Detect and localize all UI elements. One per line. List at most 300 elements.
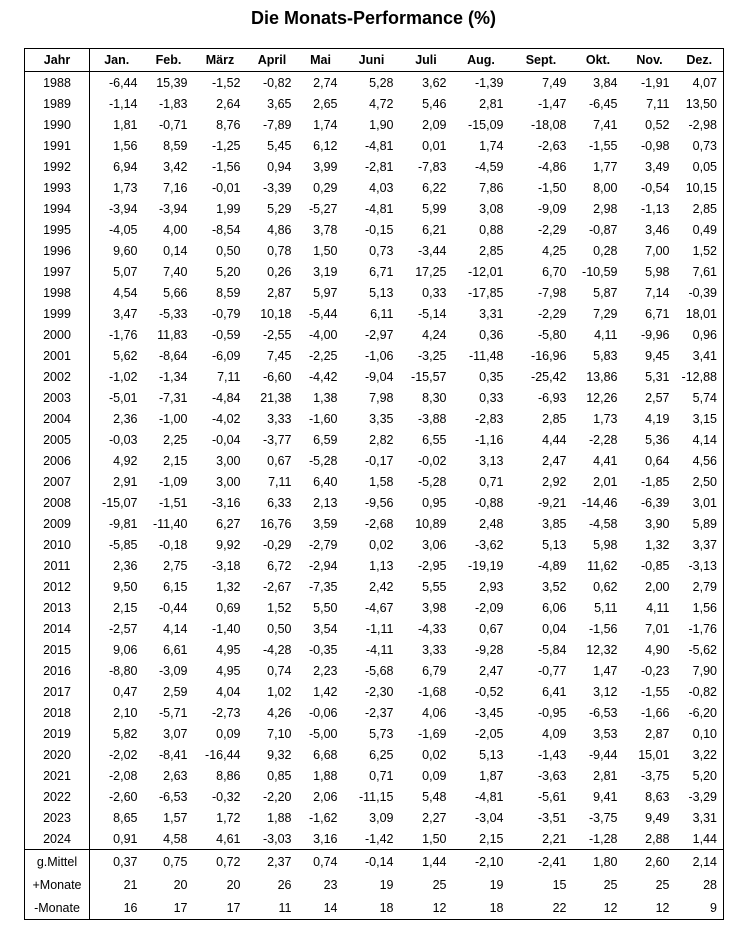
table-cell: 2,00 xyxy=(645,579,670,594)
table-row xyxy=(25,93,724,114)
table-cell: -0,06 xyxy=(309,705,338,720)
table-cell: -2,98 xyxy=(688,117,717,132)
table-cell: -4,28 xyxy=(263,642,292,657)
column-header-month: Aug. xyxy=(453,49,510,72)
table-cell: -5,14 xyxy=(418,306,447,321)
table-cell: 6,25 xyxy=(369,747,394,762)
table-cell: 1,32 xyxy=(216,579,241,594)
table-cell: 3,59 xyxy=(313,516,338,531)
table-cell: 3,09 xyxy=(369,810,394,825)
table-cell: 0,09 xyxy=(422,768,447,783)
table-cell: -3,04 xyxy=(475,810,504,825)
table-cell: 0,02 xyxy=(422,747,447,762)
table-cell: -4,00 xyxy=(309,327,338,342)
table-cell: -18,08 xyxy=(531,117,567,132)
table-cell: -7,98 xyxy=(538,285,567,300)
table-cell: 2,06 xyxy=(313,789,338,804)
row-label: 1998 xyxy=(25,282,90,303)
table-cell: 11 xyxy=(278,900,292,915)
table-cell: 2,47 xyxy=(542,453,567,468)
table-cell: -1,09 xyxy=(159,474,188,489)
row-label: 2009 xyxy=(25,513,90,534)
table-cell: -0,32 xyxy=(212,789,241,804)
table-cell: -7,35 xyxy=(309,579,338,594)
row-label: 2007 xyxy=(25,471,90,492)
table-cell: 12 xyxy=(655,900,670,915)
table-cell: -0,15 xyxy=(365,222,394,237)
table-cell: 2,50 xyxy=(692,474,717,489)
row-label: 1989 xyxy=(25,93,90,114)
table-cell: 1,74 xyxy=(479,138,504,153)
table-cell: -5,33 xyxy=(159,306,188,321)
table-cell: -4,59 xyxy=(475,159,504,174)
table-cell: 3,33 xyxy=(267,411,292,426)
table-cell: -1,76 xyxy=(109,327,138,342)
table-cell: 5,73 xyxy=(369,726,394,741)
table-cell: 2,13 xyxy=(313,495,338,510)
table-cell: 2,21 xyxy=(542,831,567,846)
table-cell: 0,88 xyxy=(479,222,504,237)
table-cell: 0,62 xyxy=(593,579,618,594)
table-cell: -3,88 xyxy=(418,411,447,426)
column-header-month: Feb. xyxy=(144,49,194,72)
table-cell: 5,28 xyxy=(369,75,394,90)
table-cell: -2,02 xyxy=(109,747,138,762)
table-cell: -8,54 xyxy=(212,222,241,237)
table-cell: -0,23 xyxy=(641,663,670,678)
table-cell: 7,40 xyxy=(163,264,188,279)
table-cell: 17,25 xyxy=(415,264,447,279)
table-cell: -6,93 xyxy=(538,390,567,405)
table-cell: 9,41 xyxy=(593,789,618,804)
table-cell: 4,56 xyxy=(692,453,717,468)
table-cell: 19 xyxy=(489,877,504,892)
table-cell: 0,52 xyxy=(645,117,670,132)
table-cell: 5,87 xyxy=(593,285,618,300)
table-cell: 16,76 xyxy=(260,516,292,531)
table-cell: 3,37 xyxy=(692,537,717,552)
table-cell: 1,58 xyxy=(369,474,394,489)
row-label: 2014 xyxy=(25,618,90,639)
table-cell: -16,44 xyxy=(205,747,241,762)
table-cell: 2,25 xyxy=(163,432,188,447)
table-cell: 0,10 xyxy=(692,726,717,741)
table-cell: -8,41 xyxy=(159,747,188,762)
table-cell: -4,81 xyxy=(475,789,504,804)
table-cell: -1,60 xyxy=(309,411,338,426)
table-cell: -7,31 xyxy=(159,390,188,405)
table-cell: -1,25 xyxy=(212,138,241,153)
table-cell: 6,27 xyxy=(216,516,241,531)
table-cell: -9,96 xyxy=(641,327,670,342)
table-cell: 0,37 xyxy=(90,850,144,874)
table-cell: 6,15 xyxy=(163,579,188,594)
table-cell: -11,40 xyxy=(152,516,188,531)
table-cell: -1,56 xyxy=(212,159,241,174)
table-cell: 13,86 xyxy=(586,369,618,384)
table-cell: 2,87 xyxy=(267,285,292,300)
table-cell: 2,10 xyxy=(113,705,138,720)
table-cell: -9,44 xyxy=(589,747,618,762)
table-cell: 3,07 xyxy=(163,726,188,741)
table-cell: 6,11 xyxy=(370,306,394,321)
table-cell: -5,71 xyxy=(159,705,188,720)
table-cell: 6,70 xyxy=(542,264,567,279)
table-cell: -1,02 xyxy=(109,369,138,384)
table-cell: 4,24 xyxy=(422,327,447,342)
table-cell: -0,87 xyxy=(589,222,618,237)
table-cell: 4,14 xyxy=(692,432,717,447)
table-cell: 0,14 xyxy=(163,243,188,258)
table-cell: 6,55 xyxy=(422,432,447,447)
table-cell: 20 xyxy=(173,877,188,892)
table-cell: 7,00 xyxy=(645,243,670,258)
table-cell: 6,06 xyxy=(542,600,567,615)
table-cell: -4,81 xyxy=(365,138,394,153)
table-cell: 12 xyxy=(603,900,618,915)
table-cell: -0,29 xyxy=(263,537,292,552)
table-cell: 4,95 xyxy=(216,642,241,657)
table-cell: -5,01 xyxy=(109,390,138,405)
table-cell: -5,00 xyxy=(309,726,338,741)
table-cell: 7,98 xyxy=(369,390,394,405)
table-cell: -5,28 xyxy=(309,453,338,468)
table-cell: 3,35 xyxy=(369,411,394,426)
table-cell: 7,49 xyxy=(542,75,567,90)
table-cell: 21,38 xyxy=(260,390,292,405)
table-cell: 4,14 xyxy=(163,621,188,636)
table-cell: -2,94 xyxy=(309,558,338,573)
table-cell: 1,13 xyxy=(369,558,394,573)
table-cell: -1,11 xyxy=(365,621,394,636)
table-cell: 7,61 xyxy=(692,264,717,279)
table-cell: 2,74 xyxy=(313,75,338,90)
table-cell: 5,99 xyxy=(422,201,447,216)
table-cell: -1,55 xyxy=(589,138,618,153)
table-cell: 5,55 xyxy=(422,579,447,594)
table-row xyxy=(25,72,724,94)
table-row xyxy=(25,240,724,261)
table-cell: 0,35 xyxy=(479,369,504,384)
table-cell: -7,89 xyxy=(263,117,292,132)
row-label: 1997 xyxy=(25,261,90,282)
table-cell: -5,68 xyxy=(365,663,394,678)
table-cell: 0,72 xyxy=(194,850,247,874)
table-cell: -5,61 xyxy=(538,789,567,804)
table-cell: 0,96 xyxy=(692,327,717,342)
table-cell: -1,50 xyxy=(538,180,567,195)
table-cell: 1,99 xyxy=(216,201,241,216)
table-cell: 8,59 xyxy=(163,138,188,153)
table-cell: 7,11 xyxy=(268,474,292,489)
table-cell: -2,10 xyxy=(453,850,510,874)
table-cell: -1,83 xyxy=(159,96,188,111)
table-cell: -3,94 xyxy=(109,201,138,216)
table-cell: 5,13 xyxy=(479,747,504,762)
table-row xyxy=(25,156,724,177)
table-cell: 4,06 xyxy=(422,705,447,720)
table-cell: 0,50 xyxy=(267,621,292,636)
table-cell: 0,75 xyxy=(144,850,194,874)
table-cell: -15,07 xyxy=(102,495,138,510)
table-cell: -1,47 xyxy=(538,96,567,111)
table-cell: 4,04 xyxy=(216,684,241,699)
table-cell: -2,09 xyxy=(475,600,504,615)
table-cell: 1,52 xyxy=(692,243,717,258)
table-cell: 3,62 xyxy=(422,75,447,90)
table-cell: 9,49 xyxy=(645,810,670,825)
table-header-row xyxy=(25,49,724,72)
table-cell: -2,29 xyxy=(538,306,567,321)
table-row xyxy=(25,555,724,576)
table-row xyxy=(25,786,724,807)
table-cell: 9 xyxy=(710,900,717,915)
table-cell: -5,80 xyxy=(538,327,567,342)
table-cell: 1,32 xyxy=(645,537,670,552)
table-cell: -3,51 xyxy=(538,810,567,825)
table-row xyxy=(25,828,724,850)
table-cell: 3,31 xyxy=(479,306,504,321)
table-cell: 2,23 xyxy=(313,663,338,678)
table-cell: -4,11 xyxy=(365,642,394,657)
table-cell: 0,29 xyxy=(313,180,338,195)
table-cell: -1,62 xyxy=(309,810,338,825)
table-row xyxy=(25,660,724,681)
table-cell: 6,22 xyxy=(422,180,447,195)
table-cell: 3,53 xyxy=(593,726,618,741)
table-cell: 6,21 xyxy=(422,222,447,237)
table-cell: 7,11 xyxy=(646,96,670,111)
table-cell: 2,81 xyxy=(593,768,618,783)
table-cell: 6,59 xyxy=(313,432,338,447)
table-cell: -1,85 xyxy=(641,474,670,489)
table-cell: 8,63 xyxy=(645,789,670,804)
table-cell: 4,07 xyxy=(692,75,717,90)
table-row xyxy=(25,324,724,345)
table-cell: 4,92 xyxy=(113,453,138,468)
table-row xyxy=(25,744,724,765)
table-cell: -3,75 xyxy=(589,810,618,825)
table-cell: 6,33 xyxy=(267,495,292,510)
table-cell: -2,68 xyxy=(365,516,394,531)
table-cell: 0,02 xyxy=(369,537,394,552)
table-cell: -2,20 xyxy=(263,789,292,804)
table-cell: 2,01 xyxy=(593,474,618,489)
table-cell: 11,62 xyxy=(587,558,618,573)
row-label: 1999 xyxy=(25,303,90,324)
table-cell: 7,90 xyxy=(692,663,717,678)
table-cell: 0,74 xyxy=(298,850,344,874)
table-cell: -1,39 xyxy=(475,75,504,90)
table-cell: 0,95 xyxy=(422,495,447,510)
table-cell: 2,87 xyxy=(645,726,670,741)
table-cell: 3,98 xyxy=(422,600,447,615)
table-cell: 2,65 xyxy=(313,96,338,111)
table-cell: 2,48 xyxy=(479,516,504,531)
table-cell: -16,96 xyxy=(531,348,567,363)
table-cell: -11,48 xyxy=(468,348,504,363)
table-cell: 2,14 xyxy=(676,850,724,874)
table-cell: 3,15 xyxy=(692,411,717,426)
table-cell: 8,30 xyxy=(422,390,447,405)
table-cell: 3,65 xyxy=(267,96,292,111)
row-label: 2020 xyxy=(25,744,90,765)
table-cell: 4,41 xyxy=(593,453,618,468)
table-cell: -1,51 xyxy=(159,495,188,510)
table-cell: 3,13 xyxy=(479,453,504,468)
column-header-year: Jahr xyxy=(25,49,90,72)
table-cell: 1,73 xyxy=(593,411,618,426)
table-row xyxy=(25,366,724,387)
table-cell: 25 xyxy=(655,877,670,892)
table-cell: 2,88 xyxy=(645,831,670,846)
table-cell: 4,44 xyxy=(542,432,567,447)
table-cell: -0,82 xyxy=(688,684,717,699)
table-cell: 9,45 xyxy=(645,348,670,363)
table-cell: 28 xyxy=(703,877,717,892)
table-cell: -0,59 xyxy=(212,327,241,342)
table-cell: -3,29 xyxy=(688,789,717,804)
table-cell: -3,77 xyxy=(263,432,292,447)
page-title: Die Monats-Performance (%) xyxy=(250,8,497,28)
table-cell: -15,57 xyxy=(411,369,447,384)
table-cell: 0,47 xyxy=(113,684,138,699)
table-cell: 4,03 xyxy=(369,180,394,195)
table-cell: 2,15 xyxy=(479,831,504,846)
table-cell: 6,79 xyxy=(422,663,447,678)
table-cell: 4,11 xyxy=(594,327,618,342)
table-cell: 25 xyxy=(603,877,618,892)
table-row xyxy=(25,639,724,660)
table-row xyxy=(25,492,724,513)
table-cell: 3,06 xyxy=(422,537,447,552)
table-cell: 6,40 xyxy=(313,474,338,489)
table-cell: -0,17 xyxy=(365,453,394,468)
table-cell: 5,97 xyxy=(313,285,338,300)
table-cell: 5,46 xyxy=(422,96,447,111)
table-cell: -6,45 xyxy=(589,96,618,111)
table-row xyxy=(25,576,724,597)
table-cell: 5,20 xyxy=(216,264,241,279)
table-cell: 2,82 xyxy=(369,432,394,447)
table-cell: 1,72 xyxy=(216,810,241,825)
table-cell: -3,39 xyxy=(263,180,292,195)
table-cell: 8,76 xyxy=(216,117,241,132)
table-cell: -4,81 xyxy=(365,201,394,216)
column-header-month: April xyxy=(247,49,298,72)
table-cell: -2,95 xyxy=(418,558,447,573)
table-cell: -1,55 xyxy=(641,684,670,699)
table-cell: -1,34 xyxy=(159,369,188,384)
table-cell: 1,02 xyxy=(267,684,292,699)
table-cell: 18 xyxy=(489,900,504,915)
row-label: 2002 xyxy=(25,366,90,387)
table-cell: -0,39 xyxy=(688,285,717,300)
table-cell: 0,91 xyxy=(113,831,138,846)
table-cell: -5,62 xyxy=(688,642,717,657)
table-cell: -3,09 xyxy=(159,663,188,678)
table-cell: -9,28 xyxy=(475,642,504,657)
table-cell: 18,01 xyxy=(685,306,717,321)
table-cell: 8,65 xyxy=(113,810,138,825)
table-cell: 1,56 xyxy=(113,138,138,153)
table-cell: 1,80 xyxy=(573,850,624,874)
table-cell: 25 xyxy=(432,877,447,892)
table-cell: 0,01 xyxy=(422,138,447,153)
table-cell: -2,83 xyxy=(475,411,504,426)
table-cell: 10,15 xyxy=(685,180,717,195)
table-cell: -0,82 xyxy=(263,75,292,90)
column-header-month: Mai xyxy=(298,49,344,72)
table-cell: -2,41 xyxy=(510,850,573,874)
row-label: 2018 xyxy=(25,702,90,723)
table-cell: -0,85 xyxy=(641,558,670,573)
table-cell: -1,40 xyxy=(212,621,241,636)
table-cell: 1,88 xyxy=(313,768,338,783)
summary-row xyxy=(25,850,724,874)
table-cell: 2,15 xyxy=(163,453,188,468)
column-header-month: Nov. xyxy=(624,49,676,72)
table-cell: 7,10 xyxy=(267,726,292,741)
table-cell: -1,13 xyxy=(641,201,670,216)
table-cell: -2,81 xyxy=(365,159,394,174)
table-cell: 14 xyxy=(323,900,338,915)
row-label: 2004 xyxy=(25,408,90,429)
table-cell: -0,14 xyxy=(344,850,400,874)
table-cell: 0,33 xyxy=(479,390,504,405)
table-cell: 15,39 xyxy=(156,75,188,90)
table-row xyxy=(25,723,724,744)
table-cell: -0,52 xyxy=(475,684,504,699)
table-cell: -2,79 xyxy=(309,537,338,552)
table-cell: -0,88 xyxy=(475,495,504,510)
table-cell: 3,54 xyxy=(313,621,338,636)
table-row xyxy=(25,387,724,408)
row-label: 1991 xyxy=(25,135,90,156)
table-cell: -0,03 xyxy=(109,432,138,447)
row-label: 2017 xyxy=(25,681,90,702)
table-cell: -2,08 xyxy=(109,768,138,783)
table-row xyxy=(25,219,724,240)
row-label: -Monate xyxy=(25,896,90,920)
table-cell: 12,26 xyxy=(586,390,618,405)
table-cell: -4,33 xyxy=(418,621,447,636)
table-cell: 2,47 xyxy=(479,663,504,678)
table-cell: 7,11 xyxy=(217,369,241,384)
row-label: 1993 xyxy=(25,177,90,198)
table-cell: -4,42 xyxy=(309,369,338,384)
table-cell: -2,55 xyxy=(263,327,292,342)
table-cell: -0,18 xyxy=(159,537,188,552)
row-label: 2003 xyxy=(25,387,90,408)
table-cell: -4,89 xyxy=(538,558,567,573)
table-cell: 3,85 xyxy=(542,516,567,531)
table-cell: 0,78 xyxy=(267,243,292,258)
table-cell: 5,31 xyxy=(645,369,670,384)
table-cell: 2,79 xyxy=(692,579,717,594)
table-cell: 0,71 xyxy=(479,474,504,489)
table-cell: 5,74 xyxy=(692,390,717,405)
table-cell: -2,28 xyxy=(589,432,618,447)
table-cell: 3,31 xyxy=(692,810,717,825)
table-cell: 2,60 xyxy=(624,850,676,874)
table-cell: 6,71 xyxy=(645,306,670,321)
table-cell: -5,27 xyxy=(309,201,338,216)
row-label: 2011 xyxy=(25,555,90,576)
table-cell: -8,80 xyxy=(109,663,138,678)
table-cell: -4,02 xyxy=(212,411,241,426)
table-cell: 2,42 xyxy=(369,579,394,594)
